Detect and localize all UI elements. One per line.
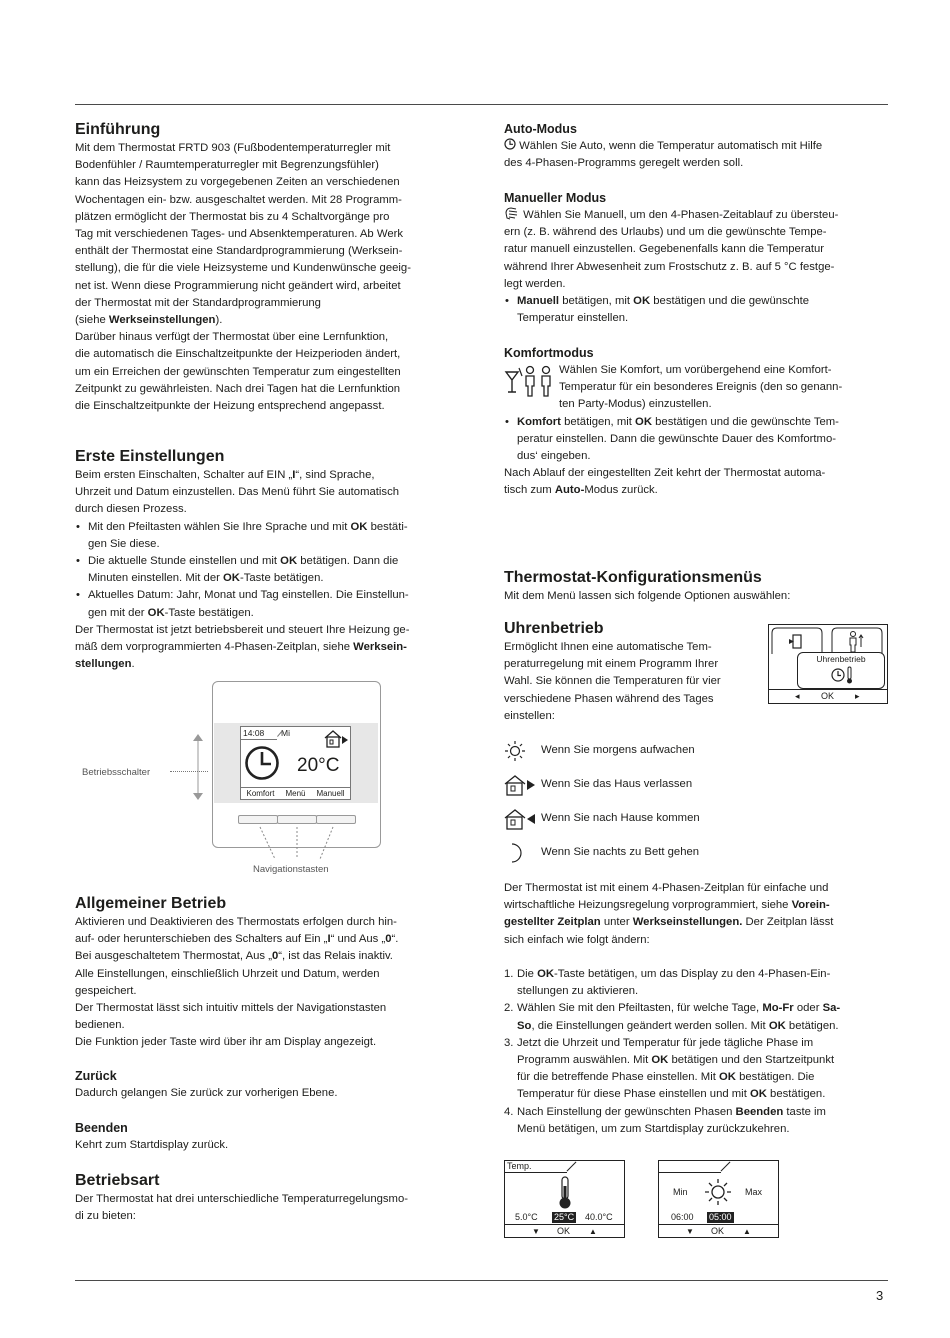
text-span: betätigen. (785, 1019, 839, 1032)
text-line: stellung), die für die viele Heizsysteme und Kundenwünsche geeig- (75, 262, 411, 275)
text-span: . (131, 658, 135, 671)
house-return-icon (504, 808, 541, 830)
text-line: plätzen ermöglicht der Thermostat bis zu 4 Schaltvorgänge pro (75, 210, 390, 223)
text-span: stellungen zu aktivieren. (517, 985, 639, 998)
screen-temperature: 20°C (297, 755, 340, 776)
text-line: Wählen Sie Komfort, um vorübergehend eine Komfort- (559, 364, 832, 376)
text-bold: OK (768, 1019, 786, 1032)
text-span: ). (215, 314, 223, 327)
menu-ok-button[interactable]: OK (821, 691, 835, 701)
first-settings-section (75, 447, 455, 673)
text-bold: I (327, 933, 331, 946)
device-screen (240, 726, 351, 800)
bottom-rule (75, 1280, 888, 1281)
auto-heading: Auto-Modus (504, 122, 577, 136)
text-line: ten Party-Modus) einzustellen. (559, 398, 712, 411)
text-span: “, ist das Relais inaktiv. (278, 950, 393, 963)
softkey-bar (241, 787, 350, 800)
screen-divider (241, 739, 277, 740)
text-span: (siehe (75, 314, 109, 327)
end-section (75, 1120, 455, 1154)
text-line (75, 656, 455, 673)
arrow-right-icon[interactable]: ▸ (855, 691, 860, 701)
switch-leader-line (170, 771, 208, 772)
phases-list (504, 734, 804, 870)
manual-section (504, 190, 884, 327)
text-span: mäß dem vorprogrammierten 4-Phasen-Zeitplan, siehe (75, 641, 354, 654)
text-span: Die aktuelle Stunde einstellen und mit (88, 555, 281, 568)
text-span: “. (391, 933, 399, 946)
step-number: 4. (504, 1105, 514, 1118)
text-line: Mit dem Thermostat FRTD 903 (Fußbodentemperaturregler mit (75, 142, 391, 154)
text-bold: OK (635, 415, 652, 428)
list-item (504, 293, 884, 327)
page-number: 3 (876, 1288, 884, 1303)
sun-icon (704, 1178, 732, 1206)
text-span: “, sind Sprache, (295, 469, 375, 481)
general-operation-section (75, 894, 455, 1052)
menu-screen (768, 624, 888, 704)
text-span: wirtschaftliche Heizungsregelung vorprogrammiert, siehe (504, 899, 792, 912)
text-bold: OK (749, 1088, 767, 1101)
text-span: unter (600, 916, 633, 929)
list-item (75, 519, 455, 553)
text-line: während Ihrer Abwesenheit zum Frostschutz z. B. auf 5 °C festge- (504, 260, 835, 273)
left-column (75, 120, 455, 415)
text-span: bestätigen. Die (735, 1071, 815, 1084)
config-section (504, 568, 884, 605)
label-navigationstasten: Navigationstasten (253, 864, 329, 875)
text-bold: stellungen (75, 658, 132, 671)
text-bold: OK (537, 968, 555, 980)
text-line: sich einfach wie folgt ändern: (504, 933, 650, 946)
label-betriebsschalter: Betriebsschalter (82, 767, 151, 778)
text-line: Alle Einstellungen, einschließlich Uhrzeit und Datum, werden (75, 967, 380, 980)
nav-leader-lines (255, 825, 345, 861)
menu-panel (797, 652, 885, 689)
text-span: betätigen und den Startzeitpunkt (668, 1054, 835, 1067)
text-line (504, 914, 888, 931)
party-icon (504, 364, 556, 398)
text-span: bestätigen und die gewünschte Tem- (652, 415, 839, 428)
text-line: verschiedene Phasen während des Tages (504, 692, 714, 705)
text-line: Wahl. Sie können die Temperaturen für vier (504, 675, 721, 688)
house-leave-icon (504, 774, 541, 796)
text-span: dus‘ eingeben. (517, 450, 591, 463)
comfort-section (504, 345, 884, 500)
screen-tab-slant (721, 1162, 731, 1172)
screen-time: 14:08 (243, 728, 265, 738)
text-line: des 4-Phasen-Programms geregelt werden soll. (504, 157, 744, 170)
first-settings-list (75, 519, 455, 622)
clock-icon (504, 138, 516, 150)
list-item (504, 414, 884, 466)
temp-screen (504, 1160, 625, 1238)
list-item (75, 553, 455, 587)
step-item (504, 1104, 888, 1138)
text-bold: So (517, 1019, 532, 1032)
text-line: der Thermostat mit der Standardprogrammierung (75, 296, 321, 309)
step-number: 3. (504, 1036, 514, 1049)
menu-nav-bar (769, 689, 887, 703)
text-bold: I (292, 469, 296, 481)
text-line: Dadurch gelangen Sie zurück zur vorherigen Ebene. (75, 1087, 338, 1099)
text-bold: Auto- (554, 484, 585, 497)
text-span: betätigen, mit (559, 295, 634, 308)
text-span: Wählen Sie mit den Pfeiltasten, für welche Tage, (517, 1002, 763, 1015)
text-span: , die Einstellungen geändert werden sollen. Mit (531, 1019, 769, 1032)
text-bold: Sa- (822, 1002, 841, 1015)
text-bold: Manuell (517, 295, 560, 308)
text-line (504, 897, 888, 914)
text-span: für die betreffende Phase einstellen. Mit (517, 1071, 720, 1084)
phase-item-leave (504, 768, 804, 802)
text-line (75, 931, 455, 948)
intro-text (75, 140, 455, 415)
temp-nav-bar (505, 1224, 624, 1238)
text-bold: 0 (385, 933, 392, 946)
text-line: Die Funktion jeder Taste wird über ihr am Display angezeigt. (75, 1036, 377, 1049)
text-line: Der Thermostat lässt sich intuitiv mittels der Navigationstasten (75, 1002, 387, 1015)
step-number: 1. (504, 968, 514, 980)
text-line: Der Thermostat hat drei unterschiedliche Temperaturregelungsmo- (75, 1193, 409, 1205)
text-span: bestäti- (367, 520, 408, 533)
door-icon (771, 627, 823, 655)
text-bold: Vorein- (791, 899, 830, 912)
text-line: die automatisch die Einschaltzeitpunkte der Heizperioden ändert, (75, 348, 401, 361)
text-span: bestätigen und die gewünschte (650, 295, 810, 308)
text-span: -Taste bestätigen. (164, 606, 254, 619)
text-bold: Werksein- (353, 641, 407, 654)
text-span: bestätigen. (766, 1088, 826, 1101)
nav-button-right[interactable] (316, 815, 356, 824)
text-line: di zu bieten: (75, 1210, 136, 1223)
temp-min: 5.0°C (515, 1212, 538, 1222)
text-span: gen mit der (88, 606, 148, 619)
step-item (504, 966, 888, 1000)
text-line (75, 639, 455, 656)
text-line: Mit dem Menü lassen sich folgende Optionen auswählen: (504, 590, 791, 602)
manual-heading: Manueller Modus (504, 191, 607, 205)
text-line: ern (z. B. während des Urlaubs) und um die gewünschte Tempe- (504, 226, 827, 239)
text-line: Aktivieren und Deaktivieren des Thermostats erfolgen durch hin- (75, 916, 397, 928)
steps-section (504, 966, 888, 1138)
text-line: Der Thermostat ist mit einem 4-Phasen-Zeitplan für einfache und (504, 882, 829, 894)
text-span: auf- oder herunterschieben des Schalters auf Ein „ (75, 933, 328, 946)
auto-section (504, 121, 884, 172)
config-heading: Thermostat-Konfigurationsmenüs (504, 569, 762, 586)
arrow-left-icon[interactable]: ◂ (795, 691, 800, 701)
schedule-section (504, 880, 888, 949)
text-span: Die (517, 968, 538, 980)
text-bold: Werkseinstellungen. (632, 916, 743, 929)
phase-text: Wenn Sie das Haus verlassen (541, 778, 693, 791)
phase-item-night (504, 836, 804, 870)
nav-button-middle[interactable] (277, 815, 317, 824)
text-span: Programm auswählen. Mit (517, 1054, 652, 1067)
text-span: Der Zeitplan lässt (742, 916, 834, 929)
nav-button-left[interactable] (238, 815, 278, 824)
text-line: durch diesen Prozess. (75, 503, 187, 516)
hand-icon (504, 207, 520, 220)
ref-link-werkseinstellungen: Werkseinstellungen (108, 314, 216, 327)
intro-heading: Einführung (75, 121, 161, 138)
arrow-up-icon[interactable]: ▲ (589, 1227, 597, 1236)
comfort-list (504, 414, 884, 466)
phase-text: Wenn Sie nach Hause kommen (541, 812, 700, 825)
text-span: -Taste betätigen. (239, 572, 324, 585)
text-span: Menü betätigen, um zum Startdisplay zurückzukehren. (517, 1122, 790, 1135)
temp-value[interactable]: 25°C (554, 1212, 575, 1222)
text-bold: OK (719, 1071, 736, 1084)
screen-day: Mi (281, 728, 290, 738)
text-line: legt werden. (504, 277, 566, 290)
step-item (504, 1000, 888, 1034)
text-line: Zeitpunkt zu gewährleisten. Nach drei Tagen hat die Lernfunktion (75, 382, 401, 395)
text-span: tisch zum (504, 484, 555, 497)
text-line: enthält der Thermostat eine Standardprogrammierung (Werksein- (75, 245, 403, 258)
text-line: Der Thermostat ist jetzt betriebsbereit und steuert Ihre Heizung ge- (75, 623, 410, 636)
text-span: betätigen. Dann die (297, 555, 399, 568)
text-span: gen Sie diese. (88, 537, 160, 550)
time-start: 06:00 (671, 1212, 694, 1222)
phase-text: Wenn Sie nachts zu Bett gehen (541, 846, 700, 859)
text-bold: 0 (271, 950, 279, 963)
text-line: Kehrt zum Startdisplay zurück. (75, 1139, 229, 1151)
text-span: taste im (783, 1105, 826, 1118)
text-bold: Komfort (517, 415, 561, 428)
step-number: 2. (504, 1002, 514, 1015)
text-line: ratur manuell einzustellen. Gegebenenfalls kann die Temperatur (504, 243, 825, 256)
text-line (504, 138, 884, 155)
text-line: um ein Erreichen der gewünschten Temperatur zum eingestellten (75, 365, 401, 378)
time-ok-button[interactable]: OK (711, 1226, 725, 1236)
text-span: -Taste betätigen, um das Display zu den 4-Phasen-Ein- (554, 968, 831, 980)
comfort-intro (504, 362, 884, 414)
back-section (75, 1068, 455, 1102)
text-span: peratur einstellen. Dann die gewünschte Dauer des Komfortmo- (517, 432, 836, 445)
time-min-label: Min (673, 1187, 688, 1197)
text-span: oder (793, 1002, 823, 1015)
comfort-heading: Komfortmodus (504, 346, 594, 360)
text-line: Uhrzeit und Datum einzustellen. Das Menü führt Sie automatisch (75, 486, 400, 499)
text-line: Bodenfühler / Raumtemperaturregler mit Begrenzungsfühler) (75, 159, 379, 172)
text-span: Temperatur für diese Phase einstellen und mit (517, 1088, 750, 1101)
text-line (75, 312, 455, 329)
text-bold: OK (350, 520, 368, 533)
text-span: Jetzt die Uhrzeit und Temperatur für jede tägliche Phase im (517, 1036, 814, 1049)
thermometer-icon (558, 1176, 572, 1210)
text-span: Beim ersten Einschalten, Schalter auf EIN „ (75, 469, 293, 481)
arrow-down-icon[interactable]: ▼ (686, 1227, 694, 1236)
text-bold: OK (651, 1054, 669, 1067)
text-line: Tag mit verschiedenen Tages- und Absenktemperaturen. Ab Werk (75, 228, 404, 241)
text-line: kann das Heizsystem zu vorgegebenen Zeiten an verschiedenen (75, 176, 400, 189)
text-span: “ und Aus „ (330, 933, 386, 946)
text-span: Aktuelles Datum: Jahr, Monat und Tag einstellen. Die Einstellun- (88, 589, 409, 602)
house-leave-icon (323, 729, 349, 749)
temp-max: 40.0°C (585, 1212, 613, 1222)
end-heading: Beenden (75, 1121, 128, 1135)
clock-heading: Uhrenbetrieb (504, 620, 604, 637)
text-bold: Mo-Fr (762, 1002, 794, 1015)
softkey-menu[interactable]: Menü (285, 789, 306, 798)
text-line: Temperatur für ein besonderes Ereignis (den so genann- (559, 381, 843, 394)
general-heading: Allgemeiner Betrieb (75, 895, 227, 912)
text-line (504, 207, 884, 224)
clock-section (504, 619, 754, 725)
softkey-komfort[interactable]: Komfort (246, 789, 275, 798)
text-span: Wählen Sie Auto, wenn die Temperatur automatisch mit Hilfe (516, 140, 823, 152)
text-bold: OK (147, 606, 165, 619)
text-bold: OK (280, 555, 298, 568)
arrow-up-icon[interactable]: ▲ (743, 1227, 751, 1236)
text-line: die Einschaltzeitpunkte der Heizung entsprechend angepasst. (75, 400, 385, 413)
text-bold: OK (223, 572, 240, 585)
text-span: Bei ausgeschaltetem Thermostat, Aus „ (75, 950, 272, 963)
text-span: betätigen, mit (560, 415, 636, 428)
clock-thermometer-icon (831, 665, 855, 685)
arrow-down-icon[interactable]: ▼ (532, 1227, 540, 1236)
time-max-label: Max (745, 1187, 763, 1197)
text-line: bedienen. (75, 1019, 125, 1032)
text-bold: OK (633, 295, 651, 308)
menu-panel-label: Uhrenbetrieb (816, 654, 866, 664)
text-line (75, 948, 455, 965)
mode-section (75, 1171, 455, 1225)
text-line: Ermöglicht Ihnen eine automatische Tem- (504, 641, 712, 653)
text-span: Wählen Sie Manuell, um den 4-Phasen-Zeitablauf zu übersteu- (520, 209, 839, 221)
back-heading: Zurück (75, 1069, 117, 1083)
text-line (504, 482, 884, 499)
first-settings-heading: Erste Einstellungen (75, 448, 225, 465)
time-nav-bar (659, 1224, 778, 1238)
screen-tab-divider (505, 1172, 567, 1173)
text-line: Wochentagen ein- bzw. ausgeschaltet werden. Mit 28 Programm- (75, 193, 402, 206)
text-span: Minuten einstellen. Mit der (88, 572, 224, 585)
phase-item-wake (504, 734, 804, 768)
list-item (75, 587, 455, 621)
temp-ok-button[interactable]: OK (557, 1226, 571, 1236)
text-line: einstellen: (504, 709, 555, 722)
text-span: Modus zurück. (584, 484, 658, 497)
text-span: Nach Einstellung der gewünschten Phasen (517, 1105, 736, 1118)
steps-list (504, 966, 888, 1138)
mode-heading: Betriebsart (75, 1172, 160, 1189)
text-line (75, 467, 455, 484)
screen-tab-slant (567, 1162, 577, 1172)
text-line: net ist. Wenn diese Programmierung nicht geändert wird, arbeitet (75, 279, 401, 292)
manual-list (504, 293, 884, 327)
step-item (504, 1035, 888, 1104)
temp-screen-label: Temp. (507, 1161, 532, 1171)
text-span: Mit den Pfeiltasten wählen Sie Ihre Sprache und mit (88, 520, 351, 533)
moon-icon (504, 842, 541, 864)
time-screen (658, 1160, 779, 1238)
text-line: Nach Ablauf der eingestellten Zeit kehrt der Thermostat automa- (504, 467, 826, 480)
text-span: Temperatur einstellen. (517, 312, 629, 325)
phase-item-return (504, 802, 804, 836)
phase-text: Wenn Sie morgens aufwachen (541, 744, 695, 757)
time-value[interactable]: 05:00 (709, 1212, 732, 1222)
screen-tab-divider (659, 1172, 721, 1173)
clock-icon (244, 745, 280, 781)
top-rule (75, 104, 888, 105)
softkey-manuell[interactable]: Manuell (316, 789, 345, 798)
text-bold: gestellter Zeitplan (504, 916, 601, 929)
text-bold: Beenden (735, 1105, 784, 1118)
person-icon (831, 627, 883, 655)
text-line: gespeichert. (75, 984, 137, 997)
text-line: peraturregelung mit einem Programm Ihrer (504, 658, 719, 671)
text-line: Darüber hinaus verfügt der Thermostat über eine Lernfunktion, (75, 331, 389, 344)
sun-icon (504, 740, 541, 762)
switch-arrow (190, 732, 206, 802)
